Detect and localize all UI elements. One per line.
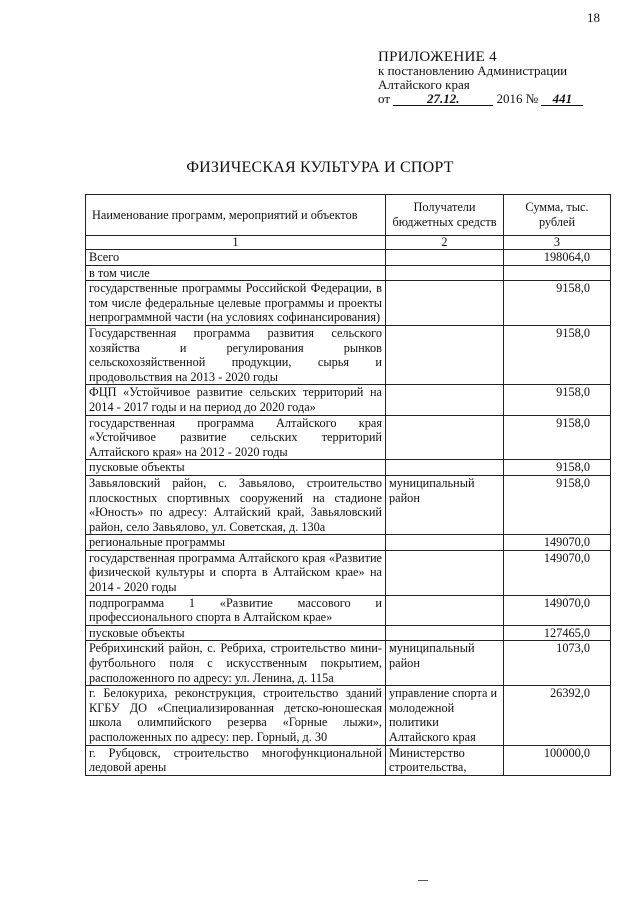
date-year: 2016 №: [496, 91, 539, 106]
date-day-month: 27.12.: [393, 93, 493, 106]
cell-name: государственные программы Российской Федерации, в том числе федеральные целевые программы и проекты непрограммной части (на условиях софинансирования): [86, 281, 386, 326]
cell-name: региональные программы: [86, 535, 386, 551]
appendix-block: [378, 50, 583, 106]
table-index-row: [86, 236, 611, 250]
cell-recipient: [386, 250, 504, 266]
cell-recipient: [386, 325, 504, 384]
cell-name: государственная программа Алтайского края «Развитие физической культуры и спорта в Алтайском крае» на 2014 - 2020 годы: [86, 550, 386, 595]
cell-recipient: [386, 550, 504, 595]
cell-recipient: муниципальный район: [386, 641, 504, 686]
cell-recipient: [386, 281, 504, 326]
page-number: 18: [587, 10, 600, 25]
cell-amount: 149070,0: [504, 535, 611, 551]
cell-amount: 127465,0: [504, 625, 611, 641]
table-row: [86, 415, 611, 460]
cell-recipient: [386, 415, 504, 460]
decree-number: 441: [541, 93, 583, 106]
appendix-date-line: [378, 92, 583, 106]
appendix-line-1: к постановлению Администрации: [378, 63, 568, 78]
cell-name: пусковые объекты: [86, 460, 386, 476]
cell-amount: [504, 265, 611, 281]
table-row: [86, 641, 611, 686]
cell-amount: 198064,0: [504, 250, 611, 266]
table-row: [86, 460, 611, 476]
cell-recipient: управление спорта и молодежной политики Алтайского края: [386, 686, 504, 745]
section-heading: ФИЗИЧЕСКАЯ КУЛЬТУРА И СПОРТ: [186, 159, 454, 176]
cell-amount: 9158,0: [504, 385, 611, 415]
cell-name: Государственная программа развития сельского хозяйства и регулирования рынков сельскохозяйственной продукции, сырья и продовольствия на 2013 - 2020 годы: [86, 325, 386, 384]
cell-name: г. Белокуриха, реконструкция, строительство зданий КГБУ ДО «Специализированная детско-юношеская школа олимпийского резерва «Горные лыжи», расположенных по адресу: пер. Горный, д. 30: [86, 686, 386, 745]
table-row: [86, 325, 611, 384]
cell-amount: 9158,0: [504, 325, 611, 384]
appendix-line-2: Алтайского края: [378, 77, 470, 92]
header-recipient: Получатели бюджетных средств: [386, 195, 504, 236]
header-amount: Сумма, тыс. рублей: [504, 195, 611, 236]
table-row: [86, 550, 611, 595]
cell-name: Завьяловский район, с. Завьялово, строительство плоскостных спортивных сооружений на стадионе «Юность» по адресу: Алтайский край, Завьяловский район, село Завьялово, ул. Советская, д. 130а: [86, 475, 386, 534]
cell-recipient: [386, 595, 504, 625]
appendix-title: ПРИЛОЖЕНИЕ 4: [378, 49, 497, 65]
table-row: [86, 686, 611, 745]
table-row: [86, 745, 611, 775]
table-header-row: [86, 195, 611, 236]
table-row: [86, 625, 611, 641]
budget-table: [85, 194, 611, 776]
cell-amount: 9158,0: [504, 415, 611, 460]
footer-mark: [418, 880, 428, 881]
cell-recipient: [386, 385, 504, 415]
cell-name: ФЦП «Устойчивое развитие сельских территорий на 2014 - 2017 годы и на период до 2020 года»: [86, 385, 386, 415]
table-row: [86, 475, 611, 534]
cell-amount: 9158,0: [504, 460, 611, 476]
cell-recipient: муниципальный район: [386, 475, 504, 534]
cell-recipient: [386, 625, 504, 641]
cell-amount: 100000,0: [504, 745, 611, 775]
cell-name: пусковые объекты: [86, 625, 386, 641]
cell-name: государственная программа Алтайского края «Устойчивое развитие сельских территорий Алтайского края» на 2012 - 2020 годы: [86, 415, 386, 460]
cell-recipient: [386, 460, 504, 476]
cell-amount: 9158,0: [504, 475, 611, 534]
index-1: 1: [86, 236, 386, 250]
cell-amount: 1073,0: [504, 641, 611, 686]
table-row: [86, 385, 611, 415]
cell-name: в том числе: [86, 265, 386, 281]
index-2: 2: [386, 236, 504, 250]
cell-amount: 9158,0: [504, 281, 611, 326]
date-prefix: от: [378, 91, 391, 106]
cell-recipient: Министерство строительства,: [386, 745, 504, 775]
cell-name: г. Рубцовск, строительство многофункциональной ледовой арены: [86, 745, 386, 775]
cell-amount: 26392,0: [504, 686, 611, 745]
table-row: [86, 281, 611, 326]
cell-name: Ребрихинский район, с. Ребриха, строительство мини-футбольного поля с искусственным покрытием, расположенного по адресу: ул. Ленина, д. 115а: [86, 641, 386, 686]
table-row: [86, 595, 611, 625]
cell-amount: 149070,0: [504, 550, 611, 595]
table-row: [86, 250, 611, 266]
cell-recipient: [386, 265, 504, 281]
cell-name: подпрограмма 1 «Развитие массового и профессионального спорта в Алтайском крае»: [86, 595, 386, 625]
table-row: [86, 535, 611, 551]
header-name: Наименование программ, мероприятий и объектов: [86, 195, 386, 236]
index-3: 3: [504, 236, 611, 250]
cell-name: Всего: [86, 250, 386, 266]
table-row: [86, 265, 611, 281]
cell-amount: 149070,0: [504, 595, 611, 625]
cell-recipient: [386, 535, 504, 551]
